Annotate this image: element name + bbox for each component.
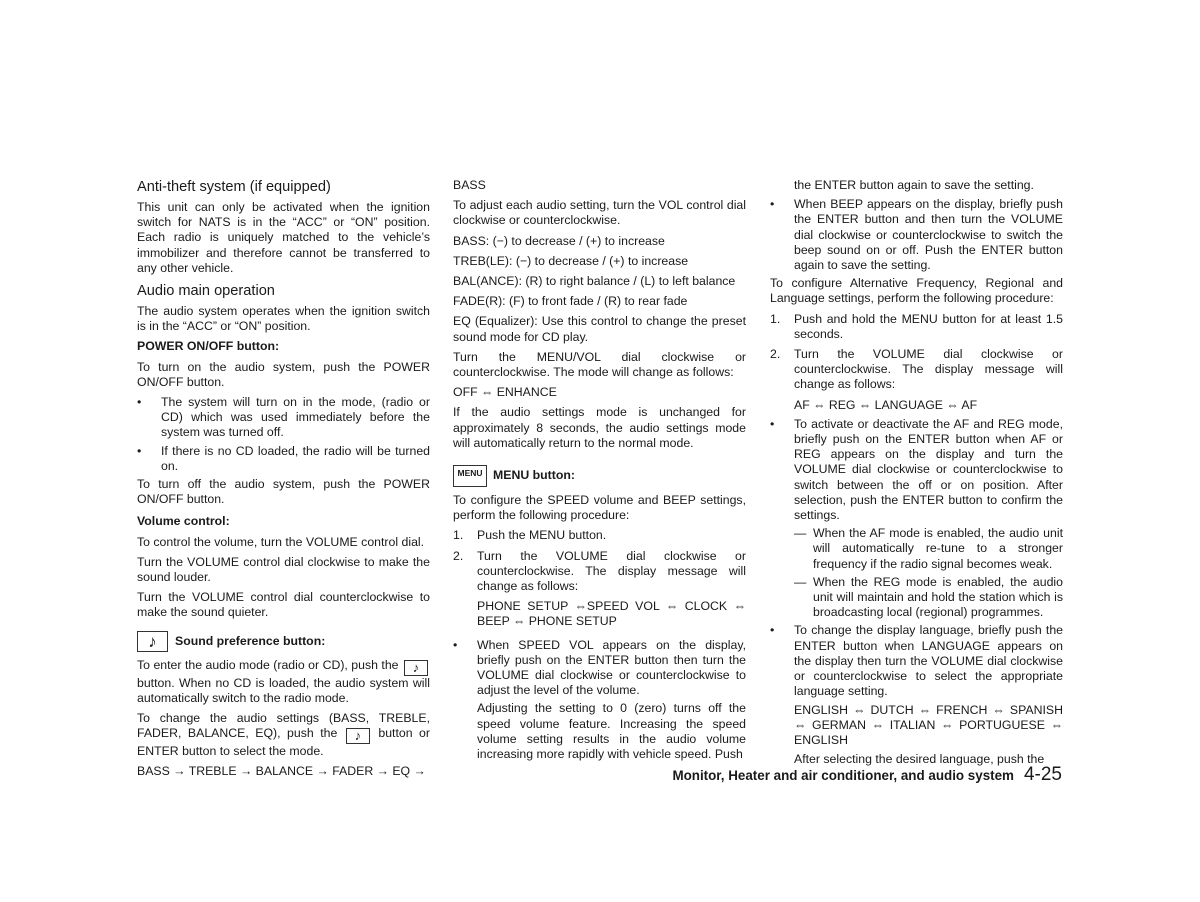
after-text: After selecting the desired language, push the [794, 752, 1045, 767]
music-note-icon: ♪ [137, 631, 168, 652]
language-sequence: ENGLISH ⇔ DUTCH ⇔ FRENCH ⇔ SPANISH ⇔ GERMAN ⇔ ITALIAN ⇔ PORTUGUESE ⇔ ENGLISH [794, 702, 1063, 747]
step-text: Push and hold the MENU button for at least 1.5 seconds. [794, 311, 1063, 341]
step-text: Push the MENU button. [477, 528, 607, 543]
setting-line: If the audio settings mode is unchanged for approximately 8 seconds, the audio settings mode will automatically return to the normal mode. [453, 405, 746, 450]
sound-heading-row [137, 631, 430, 652]
step-number: 2. [453, 548, 464, 563]
page-footer [672, 764, 1062, 786]
setting-line: FADE(R): (F) to front fade / (R) to rear fade [453, 294, 688, 309]
bullet-item [770, 417, 1063, 523]
dash-icon: — [794, 526, 807, 541]
bullet-item [770, 197, 1063, 273]
sound-text-2 [137, 711, 430, 759]
menu-text: To configure the SPEED volume and BEEP settings, perform the following procedure: [453, 493, 746, 523]
bullet-text: If there is no CD loaded, the radio will be turned on. [161, 443, 430, 473]
bullet-icon: • [137, 443, 142, 458]
bullet-text: To change the display language, briefly push the ENTER button when LANGUAGE appears on the display then turn the VOLUME dial clockwise or counterclockwise to select the appropriate language setting. [794, 623, 1063, 699]
bullet-icon: • [770, 416, 775, 431]
menu-heading-row [453, 465, 746, 487]
audio-text: The audio system operates when the ignition switch is in the “ACC” or “ON” position. [137, 304, 430, 334]
adjust-text: To adjust each audio setting, turn the VOL control dial clockwise or counterclockwise. [453, 198, 746, 228]
mode-sequence: BASS → TREBLE → BALANCE → FADER → EQ → [137, 764, 426, 779]
sound-text-2b: button or ENTER button to select the mode. [137, 726, 430, 759]
step-number: 2. [770, 347, 781, 362]
step-text: Turn the VOLUME dial clockwise or counterclockwise. The display message will change as follows: [477, 548, 746, 594]
setting-line: Turn the MENU/VOL dial clockwise or counterclockwise. The mode will change as follows: [453, 349, 746, 380]
setting-line: OFF ⇔ ENHANCE [453, 385, 557, 400]
power-text-off: To turn off the audio system, push the POWER ON/OFF button. [137, 477, 430, 507]
bullet-item [770, 623, 1063, 699]
bullet-icon: • [770, 623, 775, 638]
bullet-text: When BEEP appears on the display, briefly push the ENTER button and then turn the VOLUME dial clockwise or counterclockwise to switch the beep sound on or off. Push the ENTER button again to save the setting. [794, 197, 1063, 273]
column-left [137, 176, 430, 785]
continue-text: the ENTER button again to save the setting. [794, 178, 1034, 192]
step-item [453, 549, 746, 595]
setting-line: TREB(LE): (−) to decrease / (+) to increase [453, 253, 689, 268]
bullet-icon: • [137, 395, 142, 410]
menu-button-icon: MENU [453, 465, 487, 487]
power-heading: POWER ON/OFF button: [137, 339, 280, 354]
volume-text: To control the volume, turn the VOLUME control dial. [137, 534, 425, 549]
bullet-icon: • [453, 637, 458, 652]
music-note-icon: ♪ [346, 728, 370, 744]
volume-text: Turn the VOLUME control dial counterclockwise to make the sound quieter. [137, 590, 430, 620]
menu-sequence: PHONE SETUP ⇔SPEED VOL ⇔ CLOCK ⇔ BEEP ⇔ PHONE SETUP [477, 599, 746, 629]
dash-item [770, 575, 1063, 621]
bullet-text: The system will turn on in the mode, (radio or CD) which was used immediately before the system was turned off. [161, 395, 430, 440]
step-number: 1. [453, 528, 464, 543]
af-intro: To configure Alternative Frequency, Regional and Language settings, perform the following procedure: [770, 276, 1063, 306]
bullet-item [137, 444, 430, 474]
bass-label: BASS [453, 178, 486, 192]
sound-text-2a: To change the audio settings (BASS, TREBLE, FADER, BALANCE, EQ), push the [137, 711, 430, 741]
footer-title: Monitor, Heater and air conditioner, and audio system [672, 768, 1014, 783]
volume-heading: Volume control: [137, 514, 230, 529]
step-item [453, 528, 746, 543]
dash-text: When the REG mode is enabled, the audio unit will maintain and hold the station which is broadcasting local (regional) programmes. [813, 574, 1063, 620]
speed-adjust-text: Adjusting the setting to 0 (zero) turns off the speed volume feature. Increasing the speed volume setting results in the audio volume increasing more rapidly with vehicle speed. Push [477, 701, 746, 762]
step-number: 1. [770, 311, 781, 326]
sound-text-1 [137, 658, 430, 706]
audio-heading: Audio main operation [137, 283, 275, 300]
sound-text-1a: To enter the audio mode (radio or CD), push the [137, 657, 399, 672]
dash-icon: — [794, 574, 807, 589]
setting-line: BASS: (−) to decrease / (+) to increase [453, 233, 665, 248]
column-right [770, 176, 1063, 771]
setting-line: BAL(ANCE): (R) to right balance / (L) to left balance [453, 274, 736, 289]
setting-line: EQ (Equalizer): Use this control to change the preset sound mode for CD play. [453, 314, 746, 344]
music-note-icon: ♪ [404, 660, 428, 676]
step-text: Turn the VOLUME dial clockwise or counterclockwise. The display message will change as follows: [794, 347, 1063, 392]
antitheft-heading: Anti-theft system (if equipped) [137, 179, 331, 195]
bullet-text: When SPEED VOL appears on the display, briefly push on the ENTER button then turn the VOLUME dial clockwise or counterclockwise to adjust the level of the volume. [477, 637, 746, 698]
page-number: 4-25 [1023, 764, 1062, 785]
menu-heading: MENU button: [493, 468, 575, 483]
volume-text: Turn the VOLUME control dial clockwise to make the sound louder. [137, 554, 430, 585]
antitheft-text: This unit can only be activated when the ignition switch for NATS is in the “ACC” or “ON” position. Each radio is uniquely matched to the vehicle’s immobilizer and therefore cannot be transferred to any other vehicle. [137, 200, 430, 275]
bullet-text: To activate or deactivate the AF and REG mode, briefly push on the ENTER button when AF or REG appears on the display and turn the VOLUME dial clockwise or counterclockwise to switch between the off or on position. After selection, push the ENTER button to confirm the settings. [794, 416, 1063, 523]
dash-text: When the AF mode is enabled, the audio unit will automatically re-tune to a stronger frequency if the radio signal becomes weak. [813, 526, 1063, 571]
sound-heading: Sound preference button: [175, 633, 326, 648]
dash-item [770, 526, 1063, 572]
bullet-item [137, 395, 430, 441]
af-sequence: AF ⇔ REG ⇔ LANGUAGE ⇔ AF [794, 397, 978, 412]
step-item [770, 347, 1063, 393]
step-item [770, 312, 1063, 342]
sound-text-1b: button. When no CD is loaded, the audio system will automatically switch to the radio mode. [137, 675, 430, 705]
bullet-item [453, 638, 746, 699]
bullet-icon: • [770, 197, 775, 212]
power-text-on: To turn on the audio system, push the POWER ON/OFF button. [137, 359, 430, 389]
column-middle [453, 176, 746, 766]
